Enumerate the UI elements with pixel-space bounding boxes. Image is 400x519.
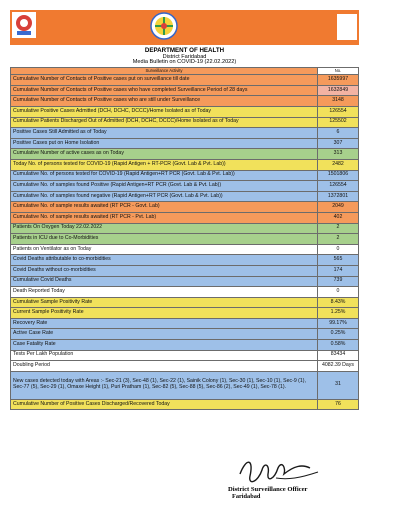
row-label: Cumulative Positive Cases Admitted (DCH, DCHC, DCCC)/Home Isolated as of Today (11, 107, 318, 118)
row-label: Positive Cases put on Home Isolation (11, 138, 318, 149)
row-value: 126554 (318, 181, 359, 192)
row-value: 1635997 (318, 75, 359, 86)
row-value: 174 (318, 265, 359, 276)
row-label: Death Reported Today (11, 287, 318, 298)
table-row (11, 234, 359, 245)
right-emblem-icon (337, 14, 357, 40)
table-row (11, 170, 359, 181)
row-value: 2 (318, 223, 359, 234)
row-label: Covid Deaths attributable to co-morbidities (11, 255, 318, 266)
number-column-header: No. (318, 68, 359, 75)
table-row (11, 107, 359, 118)
row-label: Current Sample Positivity Rate (11, 308, 318, 319)
row-label: Cumulative Number of active cases as on Today (11, 149, 318, 160)
row-label: Cumulative Patients Discharged Out of Admitted (DCH, DCHC, DCCC)/Home Isolated as of Today (11, 117, 318, 128)
table-row (11, 181, 359, 192)
row-label: Cumulative Covid Deaths (11, 276, 318, 287)
row-value: 1.25% (318, 308, 359, 319)
table-row (11, 361, 359, 372)
row-value: 565 (318, 255, 359, 266)
row-value: 99.17% (318, 318, 359, 329)
row-value: 31 (318, 371, 359, 399)
row-value: 2 (318, 234, 359, 245)
table-row (11, 297, 359, 308)
row-label: Cumulative Number of Contacts of Positive cases who are still under Surveillance (11, 96, 318, 107)
table-row (11, 350, 359, 361)
row-value: 126554 (318, 107, 359, 118)
signatory-place: Faridabad (232, 493, 261, 500)
column-title: Surveillance Activity (11, 68, 318, 75)
row-value: 1372801 (318, 191, 359, 202)
row-label: Cumulative No. of persons tested for COVID-19 (Rapid Antigen+RT PCR (Govt. Lab & Pvt. Lab)) (11, 170, 318, 181)
row-label: Cumulative Number of Positive Cases Discharged/Recovered Today (11, 399, 318, 410)
row-label: Today No. of persons tested for COVID-19 (Rapid Antigen + RT-PCR (Govt. Lab & Pvt. Lab)) (11, 159, 318, 170)
table-row (11, 212, 359, 223)
signatory-title: District Surveillance Officer (228, 486, 308, 493)
row-value: 0 (318, 287, 359, 298)
row-value: 739 (318, 276, 359, 287)
bulletin-title: Media Bulletin on COVID-19 (22.02.2022) (132, 59, 237, 66)
row-value: 3148 (318, 96, 359, 107)
table-row (11, 244, 359, 255)
table-row (11, 191, 359, 202)
district-name: District Faridabad (162, 53, 207, 60)
table-row (11, 96, 359, 107)
row-label: Cumulative Number of Contacts of Positive cases who have completed Surveillance Period of 28 days (11, 85, 318, 96)
row-label: Cumulative No. of samples found negative (Rapid Antigen+RT PCR (Govt. Lab & Pvt. Lab)) (11, 191, 318, 202)
table-row (11, 255, 359, 266)
table-row (11, 276, 359, 287)
bulletin-header (10, 45, 359, 66)
row-value: 8.43% (318, 297, 359, 308)
table-row (11, 138, 359, 149)
row-value: 1501806 (318, 170, 359, 181)
table-row (11, 149, 359, 160)
table-row (11, 329, 359, 340)
row-label: Cumulative Sample Positivity Rate (11, 297, 318, 308)
row-value: 6 (318, 128, 359, 139)
row-value: 4082.39 Days (318, 361, 359, 372)
table-row (11, 371, 359, 399)
surveillance-table (10, 67, 359, 410)
row-label: Active Case Rate (11, 329, 318, 340)
table-row (11, 308, 359, 319)
table-row (11, 128, 359, 139)
row-value: 0 (318, 244, 359, 255)
row-label: Doubling Period (11, 361, 318, 372)
row-value: 125502 (318, 117, 359, 128)
department-title: DEPARTMENT OF HEALTH (144, 47, 225, 54)
table-row (11, 117, 359, 128)
table-row (11, 223, 359, 234)
row-label: Case Fatality Rate (11, 340, 318, 351)
table-row (11, 75, 359, 86)
row-label: New cases detected today with Areas :- Sec-21 (3), Sec-48 (1), Sec-22 (1), Sainik Colony (1), Sec-30 (1), Sec-10 (1), Sec-9 (1), Sec-77 (5), Sec-29 (1), Omaxe Height (1), Puri Pratham (1), Sec-82 (5), Sec-88 (5), Sec-86 (2), Sec-49 (1), Sec-78 (1). (11, 371, 318, 399)
row-value: 0.25% (318, 329, 359, 340)
row-label: Tests Per Lakh Population (11, 350, 318, 361)
table-row (11, 202, 359, 213)
row-label: Cumulative No. of sample results awaited (RT PCR - Pvt. Lab) (11, 212, 318, 223)
row-value: 313 (318, 149, 359, 160)
table-row (11, 85, 359, 96)
bulletin-sheet (10, 10, 359, 410)
row-value: 402 (318, 212, 359, 223)
health-mission-logo-icon (150, 12, 178, 40)
row-label: Patients on Ventilator as on Today (11, 244, 318, 255)
header-banner (10, 10, 359, 45)
row-label: Cumulative No. of samples found Positive (Rapid Antigen+RT PCR (Govt. Lab & Pvt. Lab)) (11, 181, 318, 192)
row-label: Patients in ICU due to Co-Morbidities (11, 234, 318, 245)
row-value: 83434 (318, 350, 359, 361)
row-label: Cumulative No. of sample results awaited (RT PCR - Govt. Lab) (11, 202, 318, 213)
signature-block (228, 452, 348, 500)
table-row (11, 340, 359, 351)
table-row (11, 399, 359, 410)
row-label: Cumulative Number of Contacts of Positive cases put on surveillance till date (11, 75, 318, 86)
row-label: Covid Deaths without co-morbidities (11, 265, 318, 276)
row-value: 76 (318, 399, 359, 410)
table-row (11, 318, 359, 329)
row-label: Patients On Oxygen Today 22.02.2022 (11, 223, 318, 234)
table-row (11, 159, 359, 170)
haryana-emblem-icon (12, 12, 36, 38)
row-value: 0.58% (318, 340, 359, 351)
row-label: Recovery Rate (11, 318, 318, 329)
table-row (11, 287, 359, 298)
row-value: 2482 (318, 159, 359, 170)
table-row (11, 265, 359, 276)
row-value: 1632849 (318, 85, 359, 96)
row-value: 307 (318, 138, 359, 149)
row-value: 2049 (318, 202, 359, 213)
table-header-row (11, 68, 359, 75)
row-label: Positive Cases Still Admitted as of Today (11, 128, 318, 139)
